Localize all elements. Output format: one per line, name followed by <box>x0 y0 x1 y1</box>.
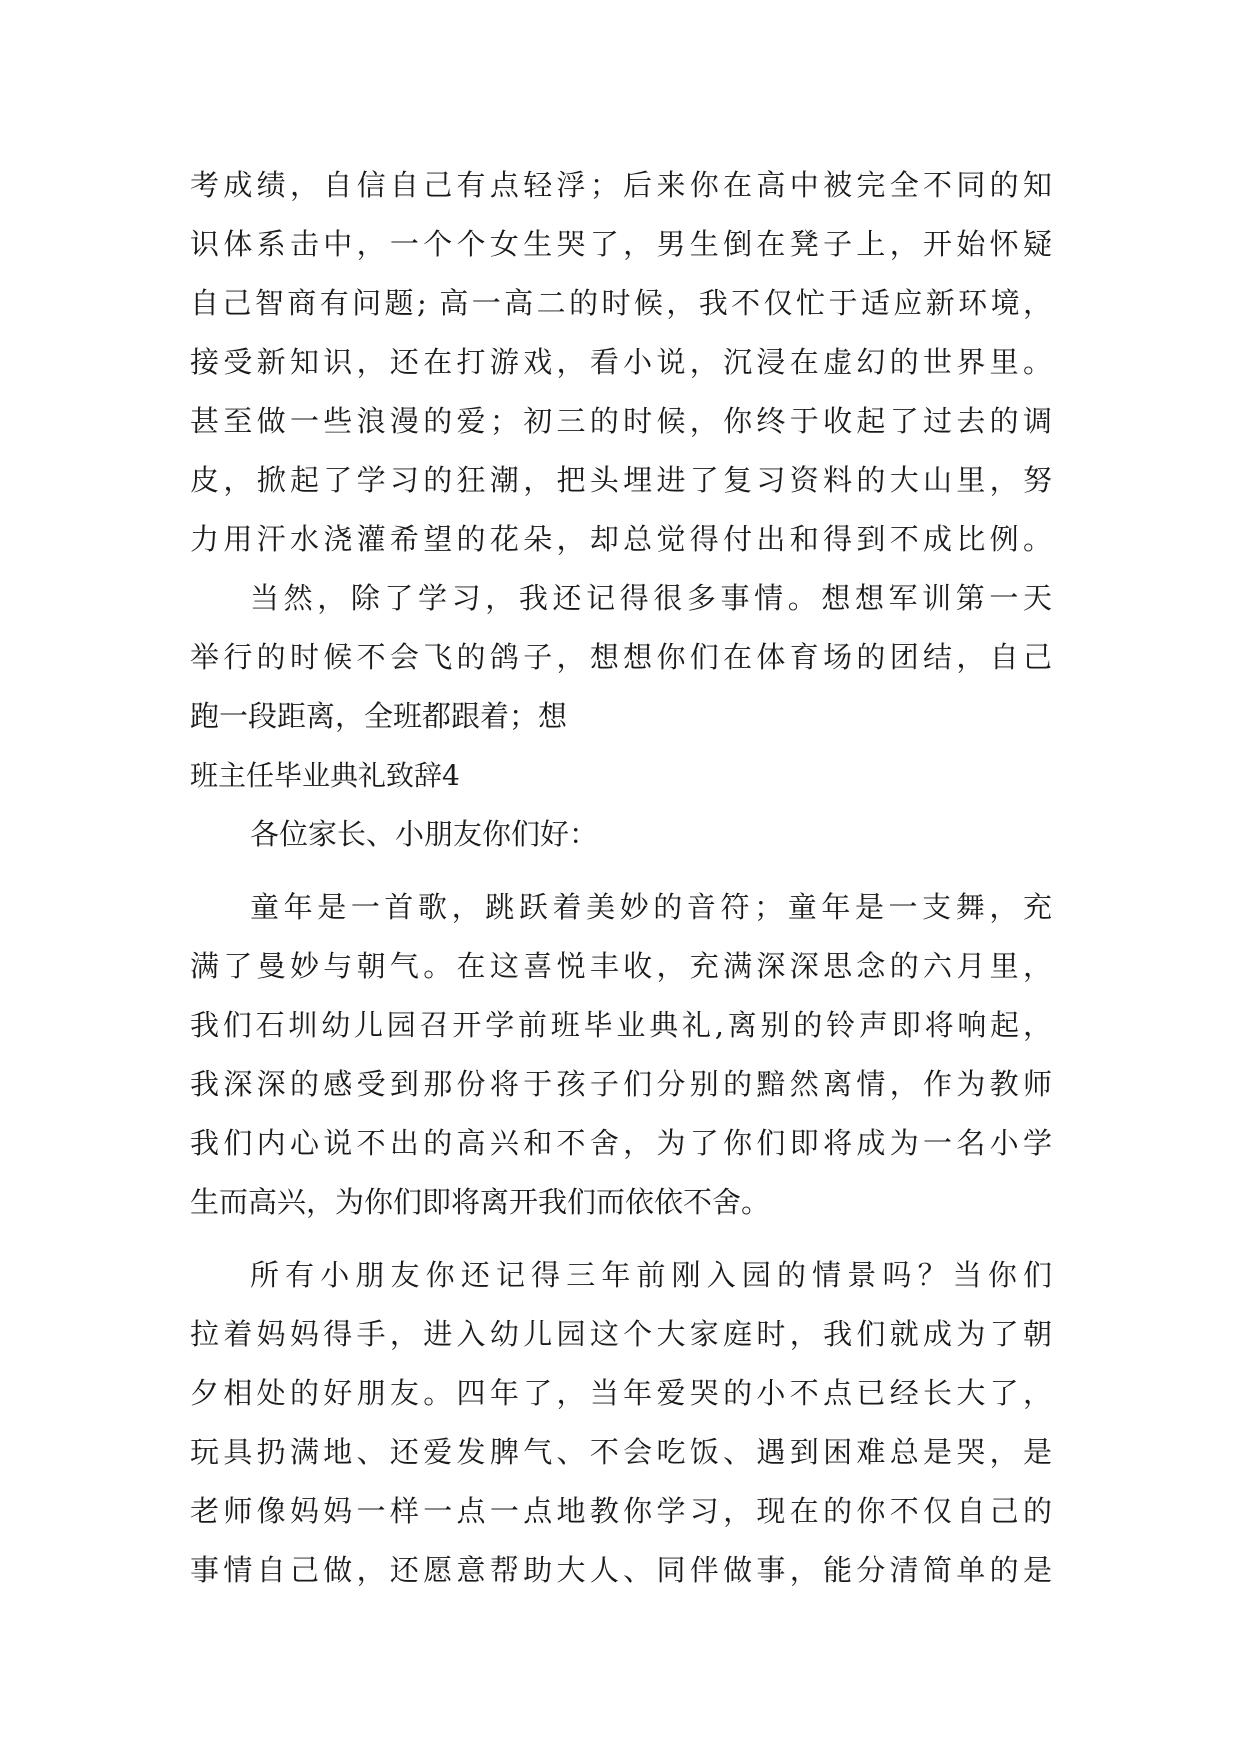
text-line: 考成绩，自信自己有点轻浮；后来你在高中被完全不同的知 <box>190 168 1052 202</box>
text-line: 我深深的感受到那份将于孩子们分别的黯然离情，作为教师 <box>190 1067 1052 1101</box>
text-line: 自己智商有问题; 高一高二的时候，我不仅忙于适应新环境， <box>190 286 1052 320</box>
text-line: 玩具扔满地、还爱发脾气、不会吃饭、遇到困难总是哭，是 <box>190 1435 1052 1469</box>
text-line: 识体系击中，一个个女生哭了，男生倒在凳子上，开始怀疑 <box>190 227 1052 261</box>
text-line: 力用汗水浇灌希望的花朵，却总觉得付出和得到不成比例。 <box>190 522 1052 556</box>
text-line: 我们石圳幼儿园召开学前班毕业典礼,离别的铃声即将响起， <box>190 1008 1052 1042</box>
text-line: 甚至做一些浪漫的爱；初三的时候，你终于收起了过去的调 <box>190 404 1052 438</box>
text-line: 我们内心说不出的高兴和不舍，为了你们即将成为一名小学 <box>190 1126 1052 1160</box>
memory-paragraph <box>190 569 1052 746</box>
continued-paragraph <box>190 156 1052 569</box>
text-line: 事情自己做，还愿意帮助大人、同伴做事，能分清简单的是 <box>190 1553 1052 1587</box>
greeting-line: 各位家长、小朋友你们好： <box>250 817 599 851</box>
text-line: 满了曼妙与朝气。在这喜悦丰收，充满深深思念的六月里， <box>190 949 1052 983</box>
document-body <box>190 156 1052 1600</box>
kindergarten-paragraph <box>190 1246 1052 1600</box>
childhood-paragraph <box>190 878 1052 1232</box>
text-line: 老师像妈妈一样一点一点地教你学习，现在的你不仅自己的 <box>190 1494 1052 1528</box>
text-line: 拉着妈妈得手，进入幼儿园这个大家庭时，我们就成为了朝 <box>190 1317 1052 1351</box>
text-line: 举行的时候不会飞的鸽子，想想你们在体育场的团结，自己 <box>190 640 1052 674</box>
text-line: 生而高兴，为你们即将离开我们而依依不舍。 <box>190 1185 771 1219</box>
text-line: 跑一段距离，全班都跟着；想 <box>190 699 568 733</box>
text-line: 皮，掀起了学习的狂潮，把头埋进了复习资料的大山里，努 <box>190 463 1052 497</box>
text-line: 当然，除了学习，我还记得很多事情。想想军训第一天 <box>250 581 1052 615</box>
text-line: 所有小朋友你还记得三年前刚入园的情景吗？当你们 <box>250 1258 1052 1292</box>
text-line: 童年是一首歌，跳跃着美妙的音符；童年是一支舞，充 <box>250 890 1052 924</box>
text-line: 接受新知识，还在打游戏，看小说，沉浸在虚幻的世界里。 <box>190 345 1052 379</box>
text-line: 夕相处的好朋友。四年了，当年爱哭的小不点已经长大了， <box>190 1376 1052 1410</box>
section-title: 班主任毕业典礼致辞4 <box>190 759 460 792</box>
